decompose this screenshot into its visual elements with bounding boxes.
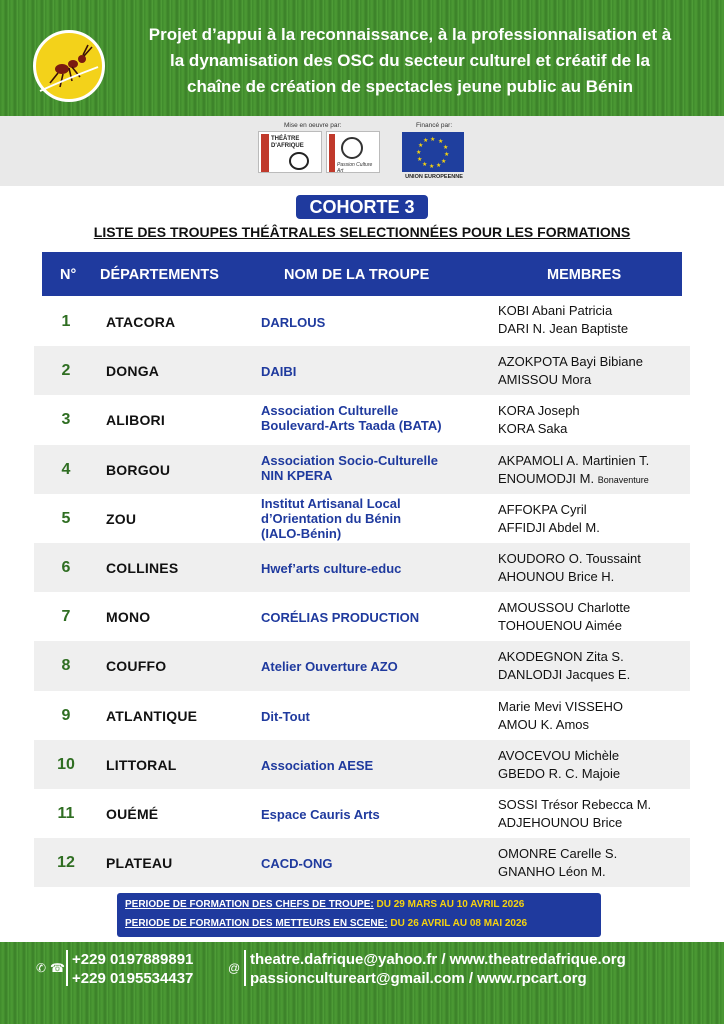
row-number: 10: [57, 755, 75, 773]
phone-numbers: [72, 950, 193, 988]
row-members: AZOKPOTA Bayi Bibiane AMISSOU Mora: [498, 354, 643, 388]
list-subtitle: LISTE DES TROUPES THÉÂTRALES SELECTIONNÉES POUR LES FORMATIONS: [93, 224, 631, 240]
title-line: chaîne de création de spectacles jeune public au Bénin: [187, 77, 633, 96]
theatre-afrique-logo: THÉÂTRE D'AFRIQUE: [258, 131, 322, 173]
col-number-header: N°: [60, 267, 77, 283]
row-troupe: Atelier Ouverture AZO: [261, 659, 398, 675]
row-members: AFFOKPA Cyril AFFIDJI Abdel M.: [498, 501, 600, 535]
table-row: [34, 543, 690, 592]
row-members: AKODEGNON Zita S. DANLODJI Jacques E.: [498, 649, 631, 683]
project-title: [110, 22, 710, 100]
phone-number[interactable]: +229 0197889891: [72, 951, 194, 968]
row-troupe: CORÉLIAS PRODUCTION: [261, 610, 420, 626]
period-line: PERIODE DE FORMATION DES CHEFS DE TROUPE: DU 29 MARS AU 10 AVRIL 2026: [125, 899, 525, 910]
row-department: COUFFO: [106, 658, 167, 675]
eu-caption: UNION EUROPEENNE: [405, 174, 463, 180]
row-members: OMONRE Carelle S. GNANHO Léon M.: [498, 846, 618, 880]
col-troupe-header: NOM DE LA TROUPE: [284, 267, 430, 283]
table-row: [34, 789, 690, 838]
whatsapp-icon: ✆: [36, 961, 47, 975]
table-row: [34, 641, 690, 690]
contact-line[interactable]: passioncultureart@gmail.com / www.rpcart.org: [250, 970, 587, 987]
row-department: DONGA: [106, 363, 160, 380]
table-row: [34, 838, 690, 887]
row-members: KORA Joseph KORA Saka: [498, 403, 580, 437]
row-members: KOUDORO O. Toussaint AHOUNOU Brice H.: [498, 550, 641, 584]
table-row: [34, 395, 690, 444]
row-troupe: Espace Cauris Arts: [261, 806, 380, 822]
row-members: AKPAMOLI A. Martinien T. ENOUMODJI M. Bonaventure: [498, 452, 650, 486]
ant-logo-icon: [33, 30, 105, 102]
row-department: ATLANTIQUE: [106, 707, 198, 724]
passion-culture-art-logo: Passion Culture Art: [326, 131, 380, 173]
row-number: 2: [61, 362, 71, 380]
table-row: [34, 740, 690, 789]
table-row: [34, 297, 690, 346]
row-troupe: Association Culturelle Boulevard-Arts Taada (BATA): [261, 403, 442, 434]
contact-line[interactable]: theatre.dafrique@yahoo.fr / www.theatredafrique.org: [250, 951, 626, 968]
row-department: PLATEAU: [106, 855, 173, 872]
table-row: [34, 445, 690, 494]
col-members-header: MEMBRES: [547, 267, 622, 283]
row-troupe: Association Socio-Culturelle NIN KPERA: [261, 452, 438, 483]
contact-links: [250, 950, 626, 988]
header-banner: [0, 0, 724, 116]
row-number: 4: [61, 460, 71, 478]
row-troupe: CACD-ONG: [261, 856, 333, 872]
row-number: 8: [61, 657, 71, 675]
at-sign-icon: @: [228, 961, 241, 975]
row-troupe: Institut Artisanal Local d’Orientation du Bénin (IALO-Bénin): [261, 495, 402, 541]
col-department-header: DÉPARTEMENTS: [100, 267, 219, 283]
row-number: 11: [57, 804, 75, 822]
table-row: [34, 494, 690, 543]
row-department: MONO: [106, 609, 151, 626]
row-department: ZOU: [106, 510, 137, 527]
row-members: SOSSI Trésor Rebecca M. ADJEHOUNOU Brice: [498, 796, 652, 830]
row-members: KOBI Abani Patricia DARI N. Jean Baptiste: [498, 303, 629, 336]
eu-flag-icon: ★ ★ ★ ★ ★ ★ ★ ★ ★ ★ ★ ★: [402, 132, 464, 172]
row-troupe: Association AESE: [261, 757, 374, 773]
footer-divider: [244, 950, 246, 986]
title-line: la dynamisation des OSC du secteur culturel et créatif de la: [170, 51, 650, 70]
table-row: [34, 346, 690, 395]
row-members: AMOUSSOU Charlotte TOHOUENOU Aimée: [498, 600, 631, 634]
row-department: ALIBORI: [106, 412, 165, 429]
phone-icon: ☎: [50, 961, 65, 975]
row-number: 5: [61, 509, 71, 527]
footer-banner: [0, 942, 724, 1024]
table-row: [34, 592, 690, 641]
row-department: OUÉMÉ: [106, 805, 159, 822]
period-line: PERIODE DE FORMATION DES METTEURS EN SCENE: DU 26 AVRIL AU 08 MAI 2026: [125, 918, 528, 929]
troupe-table: [34, 297, 690, 887]
row-members: AVOCEVOU Michèle GBEDO R. C. Majoie: [498, 747, 621, 781]
phone-number[interactable]: +229 0195534437: [72, 970, 194, 987]
row-number: 3: [61, 411, 71, 429]
row-troupe: DAIBI: [261, 364, 297, 380]
funded-by-label: Financé par:: [416, 122, 453, 129]
implemented-by-label: Mise en oeuvre par:: [284, 122, 342, 129]
row-department: LITTORAL: [106, 756, 177, 773]
row-department: BORGOU: [106, 461, 171, 478]
row-department: ATACORA: [106, 314, 176, 330]
row-number: 6: [61, 558, 71, 576]
table-row: [34, 691, 690, 740]
row-troupe: Hwef’arts culture-educ: [261, 560, 402, 576]
table-header: [42, 252, 682, 296]
row-members: Marie Mevi VISSEHO AMOU K. Amos: [498, 698, 623, 732]
row-number: 7: [61, 608, 71, 626]
cohort-badge: COHORTE 3: [296, 195, 428, 219]
row-number: 9: [61, 706, 71, 724]
footer-divider: [66, 950, 68, 986]
title-line: Projet d’appui à la reconnaissance, à la professionnalisation et à: [148, 25, 672, 44]
row-number: 1: [61, 313, 71, 330]
row-troupe: DARLOUS: [261, 315, 326, 330]
row-troupe: Dit-Tout: [261, 708, 310, 724]
row-number: 12: [57, 854, 75, 872]
row-department: COLLINES: [106, 559, 179, 576]
training-periods-box: [117, 893, 601, 937]
